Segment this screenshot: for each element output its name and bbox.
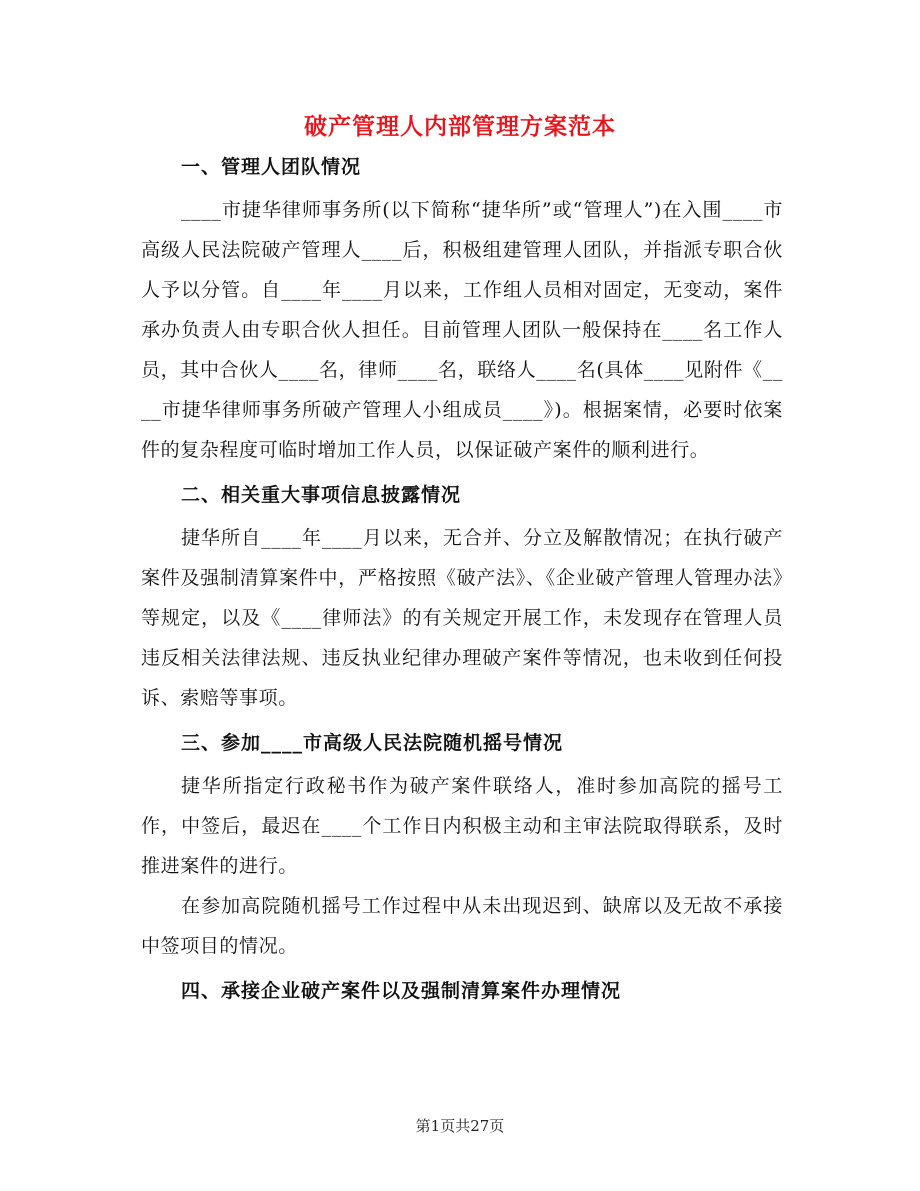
section-2-paragraph-1: 捷华所自____年____月以来，无合并、分立及解散情况；在执行破产案件及强制清算案件中，严格按照《破产法》、《企业破产管理人管理办法》等规定，以及《____律师法》的有关规定开展工作，未发现存在管理人员违反相关法律法规、违反执业纪律办理破产案件等情况，也未收到任何投诉、索赔等事项。: [141, 527, 783, 709]
section-1-paragraph-1: ____市捷华律师事务所(以下简称“捷华所”或“管理人”)在入围____市高级人民法院破产管理人____后，积极组建管理人团队，并指派专职合伙人予以分管。自____年____月以来，工作组人员相对固定，无变动，案件承办负责人由专职合伙人担任。目前管理人团队一般保持在____名工作人员，其中合伙人____名，律师____名，联络人____名(具体____见附件《____市捷华律师事务所破产管理人小组成员____》)。根据案情，必要时依案件的复杂程度可临时增加工作人员，以保证破产案件的顺利进行。: [141, 199, 783, 461]
document-body: [141, 150, 783, 1008]
page-number-footer: 第1页共27页: [415, 1117, 505, 1135]
section-heading-2: 二、相关重大事项信息披露情况: [181, 484, 462, 506]
section-heading-4: 四、承接企业破产案件以及强制清算案件办理情况: [181, 980, 622, 1002]
section-3-paragraph-2: 在参加高院随机摇号工作过程中从未出现迟到、缺席以及无故不承接中签项目的情况。: [141, 895, 783, 957]
section-3-paragraph-1: 捷华所指定行政秘书作为破产案件联络人，准时参加高院的摇号工作，中签后，最迟在____个工作日内积极主动和主审法院取得联系，及时推进案件的进行。: [141, 775, 783, 877]
section-heading-3: 三、参加____市高级人民法院随机摇号情况: [181, 732, 564, 754]
document-title: 破产管理人内部管理方案范本: [304, 113, 616, 140]
section-heading-1: 一、管理人团队情况: [181, 156, 362, 178]
